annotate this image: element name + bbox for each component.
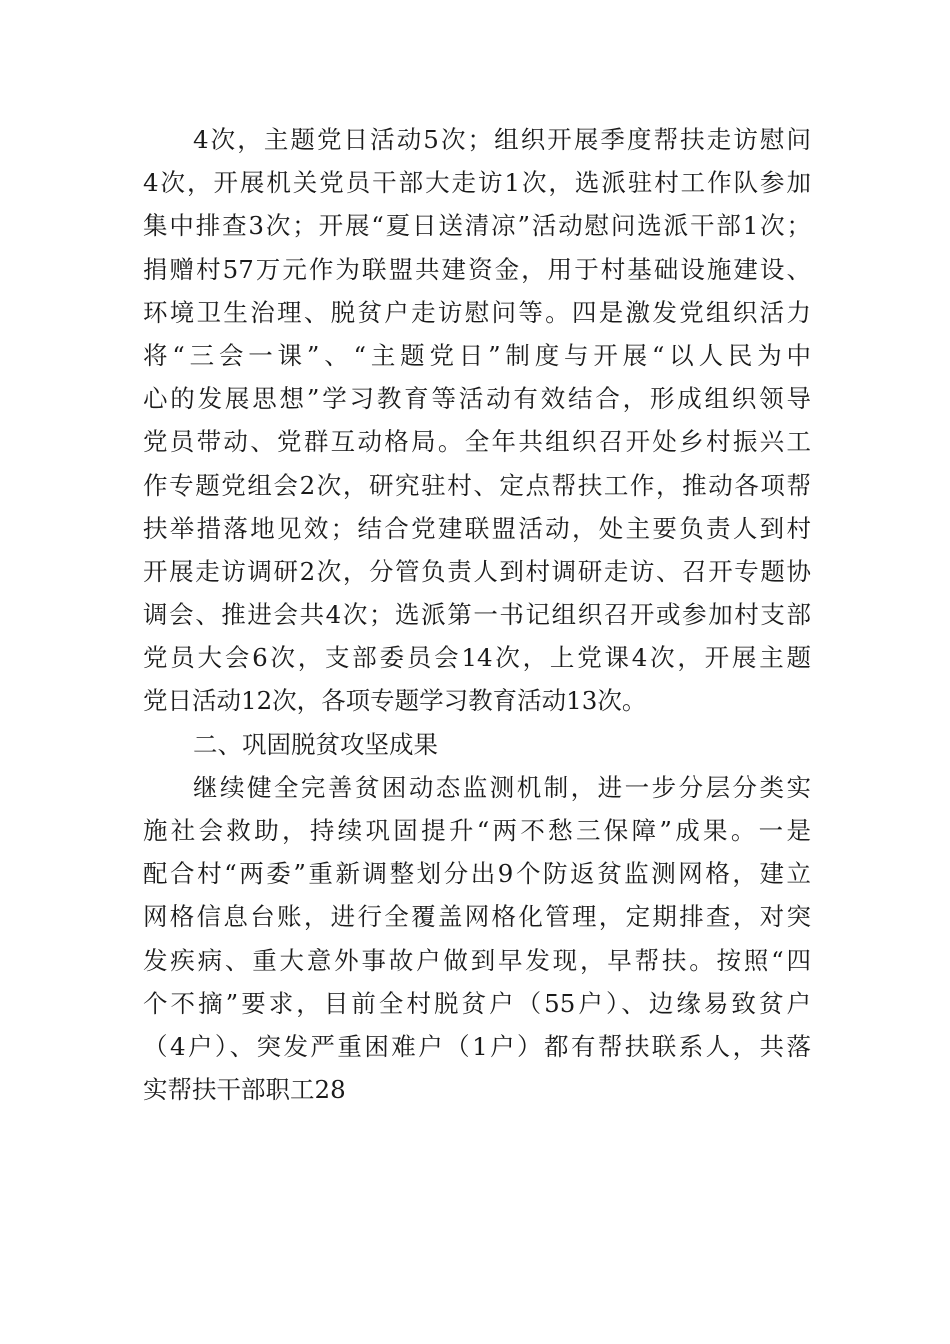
text-line: 个不摘”要求，目前全村脱贫户（55户）、边缘易致贫户 (143, 988, 811, 1018)
text-line: 4次，主题党日活动5次；组织开展季度帮扶走访慰问 (193, 125, 811, 154)
text-line: 将“三会一课”、“主题党日”制度与开展“以人民为中 (143, 340, 811, 370)
text-line: 发疾病、重大意外事故户做到早发现，早帮扶。按照“四 (143, 945, 811, 975)
text-line: 捐赠村57万元作为联盟共建资金，用于村基础设施建设、 (143, 254, 811, 284)
text-line: 实帮扶干部职工28 (143, 1075, 346, 1105)
text-line: 配合村“两委”重新调整划分出9个防返贫监测网格，建立 (143, 859, 811, 889)
text-line: 扶举措落地见效；结合党建联盟活动，处主要负责人到村 (143, 513, 811, 543)
text-line: 调会、推进会共4次；选派第一书记组织召开或参加村支部 (143, 600, 811, 630)
text-line: 开展走访调研2次，分管负责人到村调研走访、召开专题协 (143, 556, 811, 586)
section-heading: 二、巩固脱贫攻坚成果 (193, 729, 438, 759)
text-line: （4户）、突发严重困难户（1户）都有帮扶联系人，共落 (143, 1031, 811, 1061)
text-line: 4次，开展机关党员干部大走访1次，选派驻村工作队参加 (143, 168, 811, 198)
text-line: 集中排查3次；开展“夏日送清凉”活动慰问选派干部1次； (143, 211, 811, 241)
text-line: 党日活动12次，各项专题学习教育活动13次。 (143, 686, 647, 716)
text-line: 党员带动、党群互动格局。全年共组织召开处乡村振兴工 (143, 427, 811, 457)
text-line: 作专题党组会2次，研究驻村、定点帮扶工作，推动各项帮 (143, 470, 811, 500)
text-line: 心的发展思想”学习教育等活动有效结合，形成组织领导 (143, 384, 811, 414)
text-line: 环境卫生治理、脱贫户走访慰问等。四是激发党组织活力 (143, 297, 811, 327)
body-text (143, 118, 811, 1111)
text-line: 党员大会6次，支部委员会14次，上党课4次，开展主题 (143, 643, 811, 673)
text-line: 施社会救助，持续巩固提升“两不愁三保障”成果。一是 (143, 816, 811, 845)
text-line: 继续健全完善贫困动态监测机制，进一步分层分类实 (193, 772, 811, 802)
text-line: 网格信息台账，进行全覆盖网格化管理，定期排查，对突 (143, 902, 811, 932)
